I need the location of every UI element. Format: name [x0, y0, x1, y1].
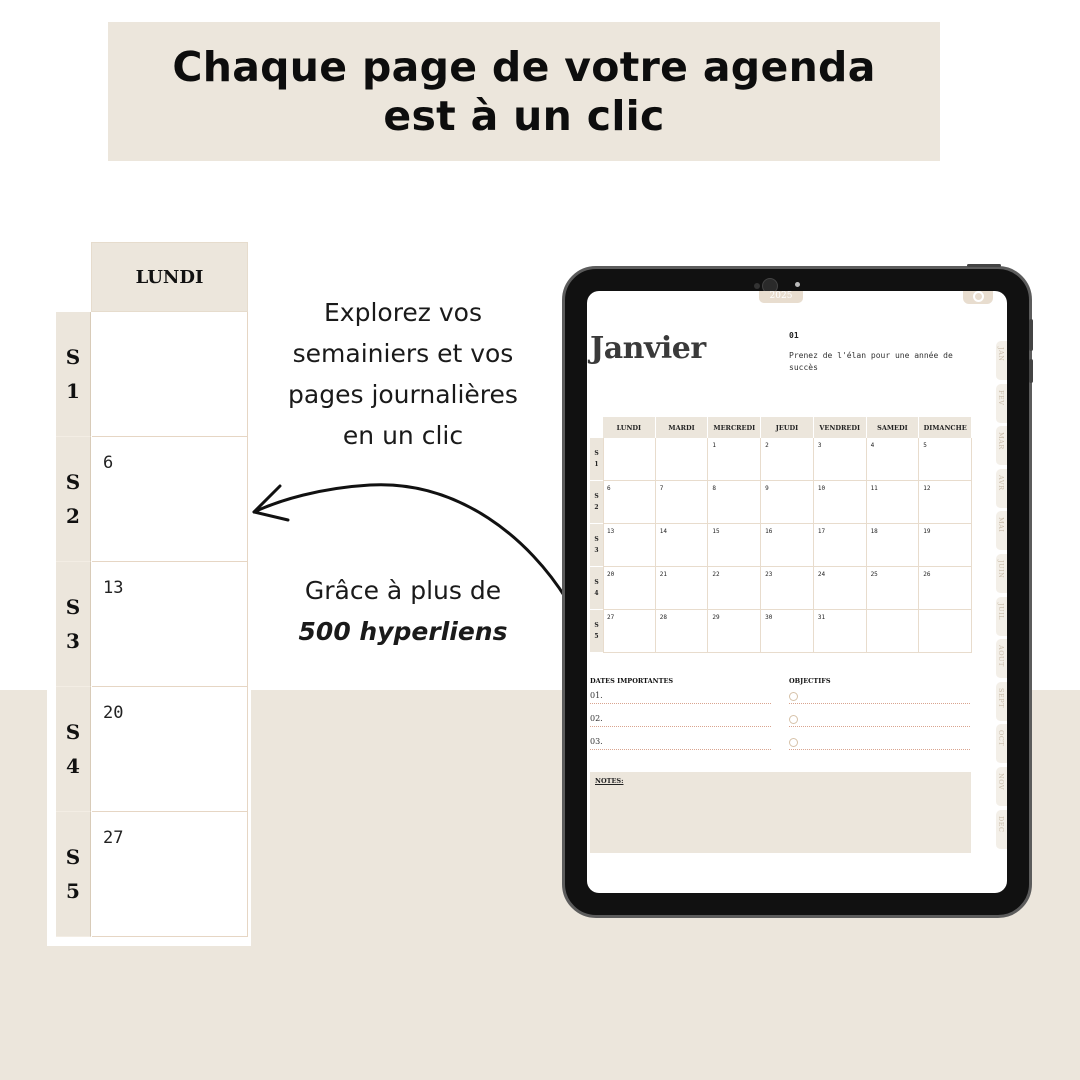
- day-number: 26: [923, 571, 931, 578]
- strip-day-cell[interactable]: [92, 562, 248, 687]
- day-cell[interactable]: [867, 438, 920, 481]
- tablet-top-button: [967, 264, 1001, 267]
- weekday-header[interactable]: MARDI: [656, 417, 709, 438]
- day-cell[interactable]: [656, 438, 709, 481]
- tablet-side-button: [1029, 359, 1033, 383]
- day-cell[interactable]: [761, 610, 814, 653]
- day-cell[interactable]: [919, 610, 972, 653]
- month-tab-label: MAI: [997, 517, 1005, 533]
- week-number: 2: [66, 504, 80, 528]
- week-letter: S: [594, 622, 599, 629]
- day-number: 18: [870, 528, 878, 535]
- day-number: 30: [765, 614, 773, 621]
- day-number: 23: [765, 571, 773, 578]
- tablet-screen: [587, 291, 1007, 893]
- week-label[interactable]: [590, 481, 603, 524]
- strip-week-row: [56, 312, 248, 437]
- day-cell[interactable]: [814, 481, 867, 524]
- week-number: 3: [594, 547, 599, 554]
- objectifs-title: OBJECTIFS: [789, 677, 831, 685]
- caption-hyperlinks-line: Grâce à plus de: [304, 576, 502, 605]
- week-number: 5: [66, 879, 80, 903]
- week-number: 4: [66, 754, 80, 778]
- month-quote: Prenez de l'élan pour une année de succès: [789, 351, 953, 372]
- objective-line[interactable]: [789, 714, 970, 727]
- day-cell[interactable]: [656, 524, 709, 567]
- weekday-header[interactable]: SAMEDI: [867, 417, 920, 438]
- day-cell[interactable]: [708, 524, 761, 567]
- strip-week-row: [56, 562, 248, 687]
- day-number: 1: [712, 442, 717, 449]
- day-cell[interactable]: [656, 481, 709, 524]
- week-letter: S: [594, 493, 599, 500]
- strip-week-row: [56, 812, 248, 937]
- search-icon: [973, 291, 984, 302]
- notes-area[interactable]: [590, 772, 971, 853]
- light-sensor-icon: [795, 282, 800, 287]
- caption-explore-line: semainiers et vos: [292, 339, 514, 368]
- day-cell[interactable]: [867, 481, 920, 524]
- day-number: 25: [870, 571, 878, 578]
- tablet-side-button: [1029, 319, 1033, 351]
- tablet-device: [562, 266, 1032, 918]
- month-tab-fev[interactable]: [996, 384, 1007, 424]
- month-tab-label: JUIN: [997, 560, 1005, 579]
- day-number: 8: [712, 485, 717, 492]
- title-line-2: est à un clic: [383, 91, 665, 140]
- day-cell[interactable]: [867, 524, 920, 567]
- notes-label: NOTES:: [595, 777, 624, 785]
- strip-day-number: 13: [103, 578, 124, 598]
- day-number: 19: [923, 528, 931, 535]
- week-label[interactable]: [590, 610, 603, 653]
- month-tab-label: OCT: [997, 730, 1005, 747]
- day-number: 7: [659, 485, 664, 492]
- day-number: 14: [659, 528, 667, 535]
- important-date-line[interactable]: 02.: [590, 714, 771, 727]
- day-number: 28: [659, 614, 667, 621]
- week-number: 5: [594, 633, 599, 640]
- day-cell[interactable]: [814, 610, 867, 653]
- day-cell[interactable]: [761, 438, 814, 481]
- caption-explore: [262, 292, 544, 456]
- week-number: 1: [594, 461, 599, 468]
- month-tab-oct[interactable]: [996, 724, 1007, 764]
- day-number: 22: [712, 571, 720, 578]
- day-cell[interactable]: [919, 438, 972, 481]
- day-cell[interactable]: [603, 481, 656, 524]
- search-tab[interactable]: [963, 291, 993, 304]
- weekday-header[interactable]: MERCREDI: [708, 417, 761, 438]
- month-tab-label: MAR: [997, 432, 1005, 450]
- month-tab-dec[interactable]: [996, 810, 1007, 850]
- caption-hyperlinks-bold: 500 hyperliens: [298, 617, 508, 646]
- day-cell[interactable]: [603, 567, 656, 610]
- page-title: [172, 43, 875, 141]
- title-banner: [108, 22, 940, 161]
- strip-week-row: [56, 687, 248, 812]
- strip-day-header[interactable]: LUNDI: [91, 242, 248, 312]
- day-number: 17: [817, 528, 826, 535]
- day-cell[interactable]: [603, 438, 656, 481]
- day-number: 3: [817, 442, 822, 449]
- day-number: 9: [765, 485, 769, 492]
- objective-line[interactable]: [789, 737, 970, 750]
- month-tab-nov[interactable]: [996, 767, 1007, 807]
- strip-week-label[interactable]: [56, 812, 91, 937]
- important-date-line[interactable]: 01.: [590, 691, 771, 704]
- day-number: 21: [659, 571, 667, 578]
- year-tab[interactable]: 2025: [759, 291, 803, 303]
- day-number: 6: [607, 485, 611, 492]
- day-number: 29: [712, 614, 720, 621]
- day-cell[interactable]: [708, 438, 761, 481]
- week-number: 1: [66, 379, 80, 403]
- day-cell[interactable]: [603, 610, 656, 653]
- day-cell[interactable]: [867, 610, 920, 653]
- weekday-header[interactable]: VENDREDI: [814, 417, 867, 438]
- strip-day-number: 27: [103, 828, 124, 848]
- day-number: 13: [607, 528, 615, 535]
- day-cell[interactable]: [761, 567, 814, 610]
- month-tab-label: JUIL: [997, 602, 1005, 620]
- strip-week-label[interactable]: [56, 437, 91, 562]
- weekday-header[interactable]: LUNDI: [603, 417, 656, 438]
- week-letter: S: [65, 845, 81, 869]
- day-cell[interactable]: [814, 524, 867, 567]
- day-cell[interactable]: [919, 567, 972, 610]
- day-cell[interactable]: [919, 481, 972, 524]
- day-cell[interactable]: [919, 524, 972, 567]
- day-cell[interactable]: [867, 567, 920, 610]
- sensor-icon: [754, 283, 760, 289]
- month-tab-label: DEC: [997, 815, 1005, 833]
- strip-week-label[interactable]: [56, 312, 91, 437]
- week-number: 2: [594, 504, 599, 511]
- day-cell[interactable]: [656, 567, 709, 610]
- calendar-weekday-header: [603, 417, 972, 438]
- day-number: 11: [870, 485, 878, 492]
- zoomed-monday-column: [47, 242, 251, 946]
- strip-week-label[interactable]: [56, 562, 91, 687]
- caption-explore-line: pages journalières: [288, 380, 518, 409]
- strip-day-cell[interactable]: [92, 312, 248, 437]
- objective-line[interactable]: [789, 691, 970, 704]
- weekday-header[interactable]: DIMANCHE: [919, 417, 972, 438]
- strip-week-row: [56, 437, 248, 562]
- day-number: 31: [817, 614, 826, 621]
- day-cell[interactable]: [708, 610, 761, 653]
- month-title: Janvier: [590, 331, 706, 366]
- caption-explore-line: Explorez vos: [324, 298, 482, 327]
- day-cell[interactable]: [708, 567, 761, 610]
- month-tab-juil[interactable]: [996, 597, 1007, 637]
- week-letter: S: [65, 720, 81, 744]
- month-tab-label: JAN: [997, 347, 1005, 362]
- day-cell[interactable]: [761, 481, 814, 524]
- checkbox-circle-icon[interactable]: [789, 738, 798, 747]
- day-number: 24: [817, 571, 826, 578]
- dates-importantes-title: DATES IMPORTANTES: [590, 677, 674, 685]
- week-letter: S: [65, 595, 81, 619]
- day-cell[interactable]: [814, 567, 867, 610]
- month-tabs: [996, 341, 1007, 853]
- day-number: 2: [765, 442, 769, 449]
- week-letter: S: [65, 470, 81, 494]
- week-letter: S: [65, 345, 81, 369]
- month-tab-aout[interactable]: [996, 639, 1007, 679]
- day-number: 15: [712, 528, 720, 535]
- week-letter: S: [594, 450, 599, 457]
- day-number: 27: [607, 614, 615, 621]
- month-number: 01: [789, 331, 799, 340]
- day-number: 16: [765, 528, 773, 535]
- month-tab-mai[interactable]: [996, 511, 1007, 551]
- week-number: 3: [66, 629, 80, 653]
- month-tab-label: NOV: [997, 773, 1005, 791]
- month-tab-label: FEV: [997, 389, 1005, 406]
- week-letter: S: [594, 536, 599, 543]
- week-number: 4: [594, 590, 599, 597]
- week-label[interactable]: [590, 524, 603, 567]
- caption-explore-line: en un clic: [342, 421, 464, 450]
- checkbox-circle-icon[interactable]: [789, 692, 798, 701]
- week-label[interactable]: [590, 438, 603, 481]
- day-number: 12: [923, 485, 931, 492]
- week-label[interactable]: [590, 567, 603, 610]
- weekday-header[interactable]: JEUDI: [761, 417, 814, 438]
- month-tab-label: SEPT: [997, 687, 1005, 708]
- day-cell[interactable]: [761, 524, 814, 567]
- day-cell[interactable]: [814, 438, 867, 481]
- day-number: 4: [870, 442, 875, 449]
- title-line-1: Chaque page de votre agenda: [172, 42, 876, 91]
- important-date-line[interactable]: 03.: [590, 737, 771, 750]
- day-cell[interactable]: [708, 481, 761, 524]
- day-number: 5: [923, 442, 927, 449]
- month-tab-mar[interactable]: [996, 426, 1007, 466]
- strip-day-number: 6: [103, 453, 114, 473]
- week-letter: S: [594, 579, 599, 586]
- month-tab-avr[interactable]: [996, 469, 1007, 509]
- strip-day-number: 20: [103, 703, 124, 723]
- strip-day-cell[interactable]: [92, 812, 248, 937]
- day-number: 20: [607, 571, 615, 578]
- strip-day-cell[interactable]: [92, 437, 248, 562]
- strip-week-label[interactable]: [56, 687, 91, 812]
- strip-day-cell[interactable]: [92, 687, 248, 812]
- checkbox-circle-icon[interactable]: [789, 715, 798, 724]
- day-cell[interactable]: [603, 524, 656, 567]
- curved-arrow-icon: [240, 460, 580, 620]
- day-number: 10: [817, 485, 826, 492]
- month-tab-label: AOUT: [997, 645, 1005, 668]
- day-cell[interactable]: [656, 610, 709, 653]
- month-tab-jan[interactable]: [996, 341, 1007, 381]
- month-tab-juin[interactable]: [996, 554, 1007, 594]
- month-tab-sept[interactable]: [996, 682, 1007, 722]
- month-tab-label: AVR: [997, 474, 1005, 491]
